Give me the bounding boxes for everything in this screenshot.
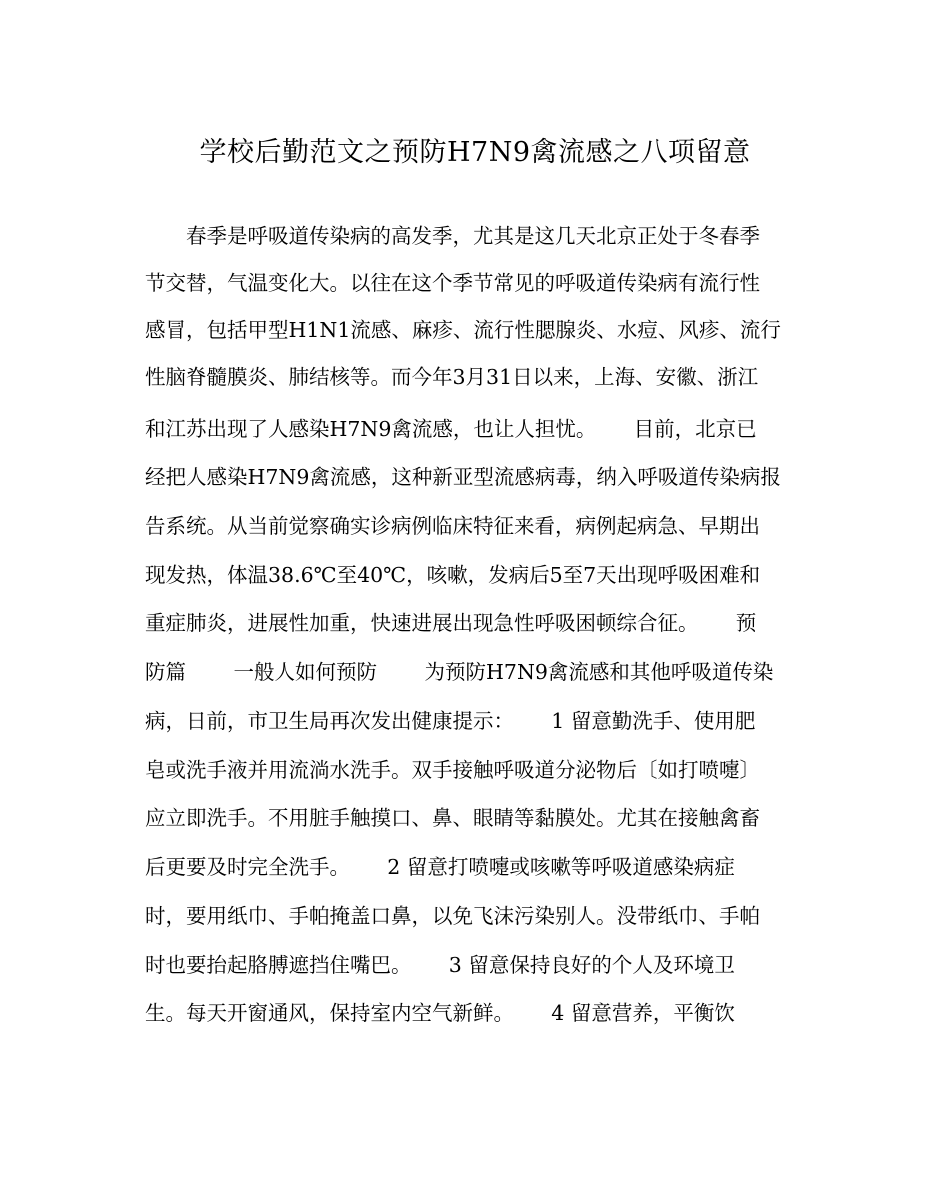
body-line: 感冒，包括甲型H1N1流感、麻疹、流行性腮腺炎、水痘、风疹、流行 — [145, 318, 781, 342]
body-line: 防篇 一般人如何预防 为预防H7N9禽流感和其他呼吸道传染 — [145, 660, 774, 684]
body-line: 病，日前，市卫生局再次发出健康提示： 1 留意勤洗手、使用肥 — [145, 709, 756, 733]
body-line: 和江苏出现了人感染H7N9禽流感，也让人担忧。 目前，北京已 — [145, 417, 757, 441]
body-line: 后更要及时完全洗手。 2 留意打喷嚏或咳嗽等呼吸道感染病症 — [145, 855, 735, 879]
body-line: 春季是呼吸道传染病的高发季，尤其是这几天北京正处于冬春季 — [145, 224, 760, 248]
body-line: 生。每天开窗通风，保持室内空气新鲜。 4 留意营养，平衡饮 — [145, 1001, 735, 1025]
body-line: 重症肺炎，进展性加重，快速进展出现急性呼吸困顿综合征。 预 — [145, 611, 757, 635]
body-line: 节交替，气温变化大。以往在这个季节常见的呼吸道传染病有流行性 — [145, 271, 760, 295]
body-line: 应立即洗手。不用脏手触摸口、鼻、眼睛等黏膜处。尤其在接触禽畜 — [145, 806, 760, 830]
body-line: 时也要抬起胳膊遮挡住嘴巴。 3 留意保持良好的个人及环境卫 — [145, 953, 735, 977]
body-line: 时，要用纸巾、手帕掩盖口鼻，以免飞沫污染别人。没带纸巾、手帕 — [145, 904, 760, 928]
body-line: 性脑脊髓膜炎、肺结核等。而今年3月31日以来，上海、安徽、浙江 — [145, 365, 759, 389]
body-line: 经把人感染H7N9禽流感，这种新亚型流感病毒，纳入呼吸道传染病报 — [145, 465, 781, 489]
document-title: 学校后勤范文之预防H7N9禽流感之八项留意 — [199, 137, 751, 168]
body-line: 皂或洗手液并用流淌水洗手。双手接触呼吸道分泌物后〔如打喷嚏〕 — [145, 758, 760, 782]
body-line: 告系统。从当前觉察确实诊病例临床特征来看，病例起病急、早期出 — [145, 514, 760, 538]
body-line: 现发热，体温38.6℃至40℃，咳嗽，发病后5至7天出现呼吸困难和 — [145, 563, 761, 587]
